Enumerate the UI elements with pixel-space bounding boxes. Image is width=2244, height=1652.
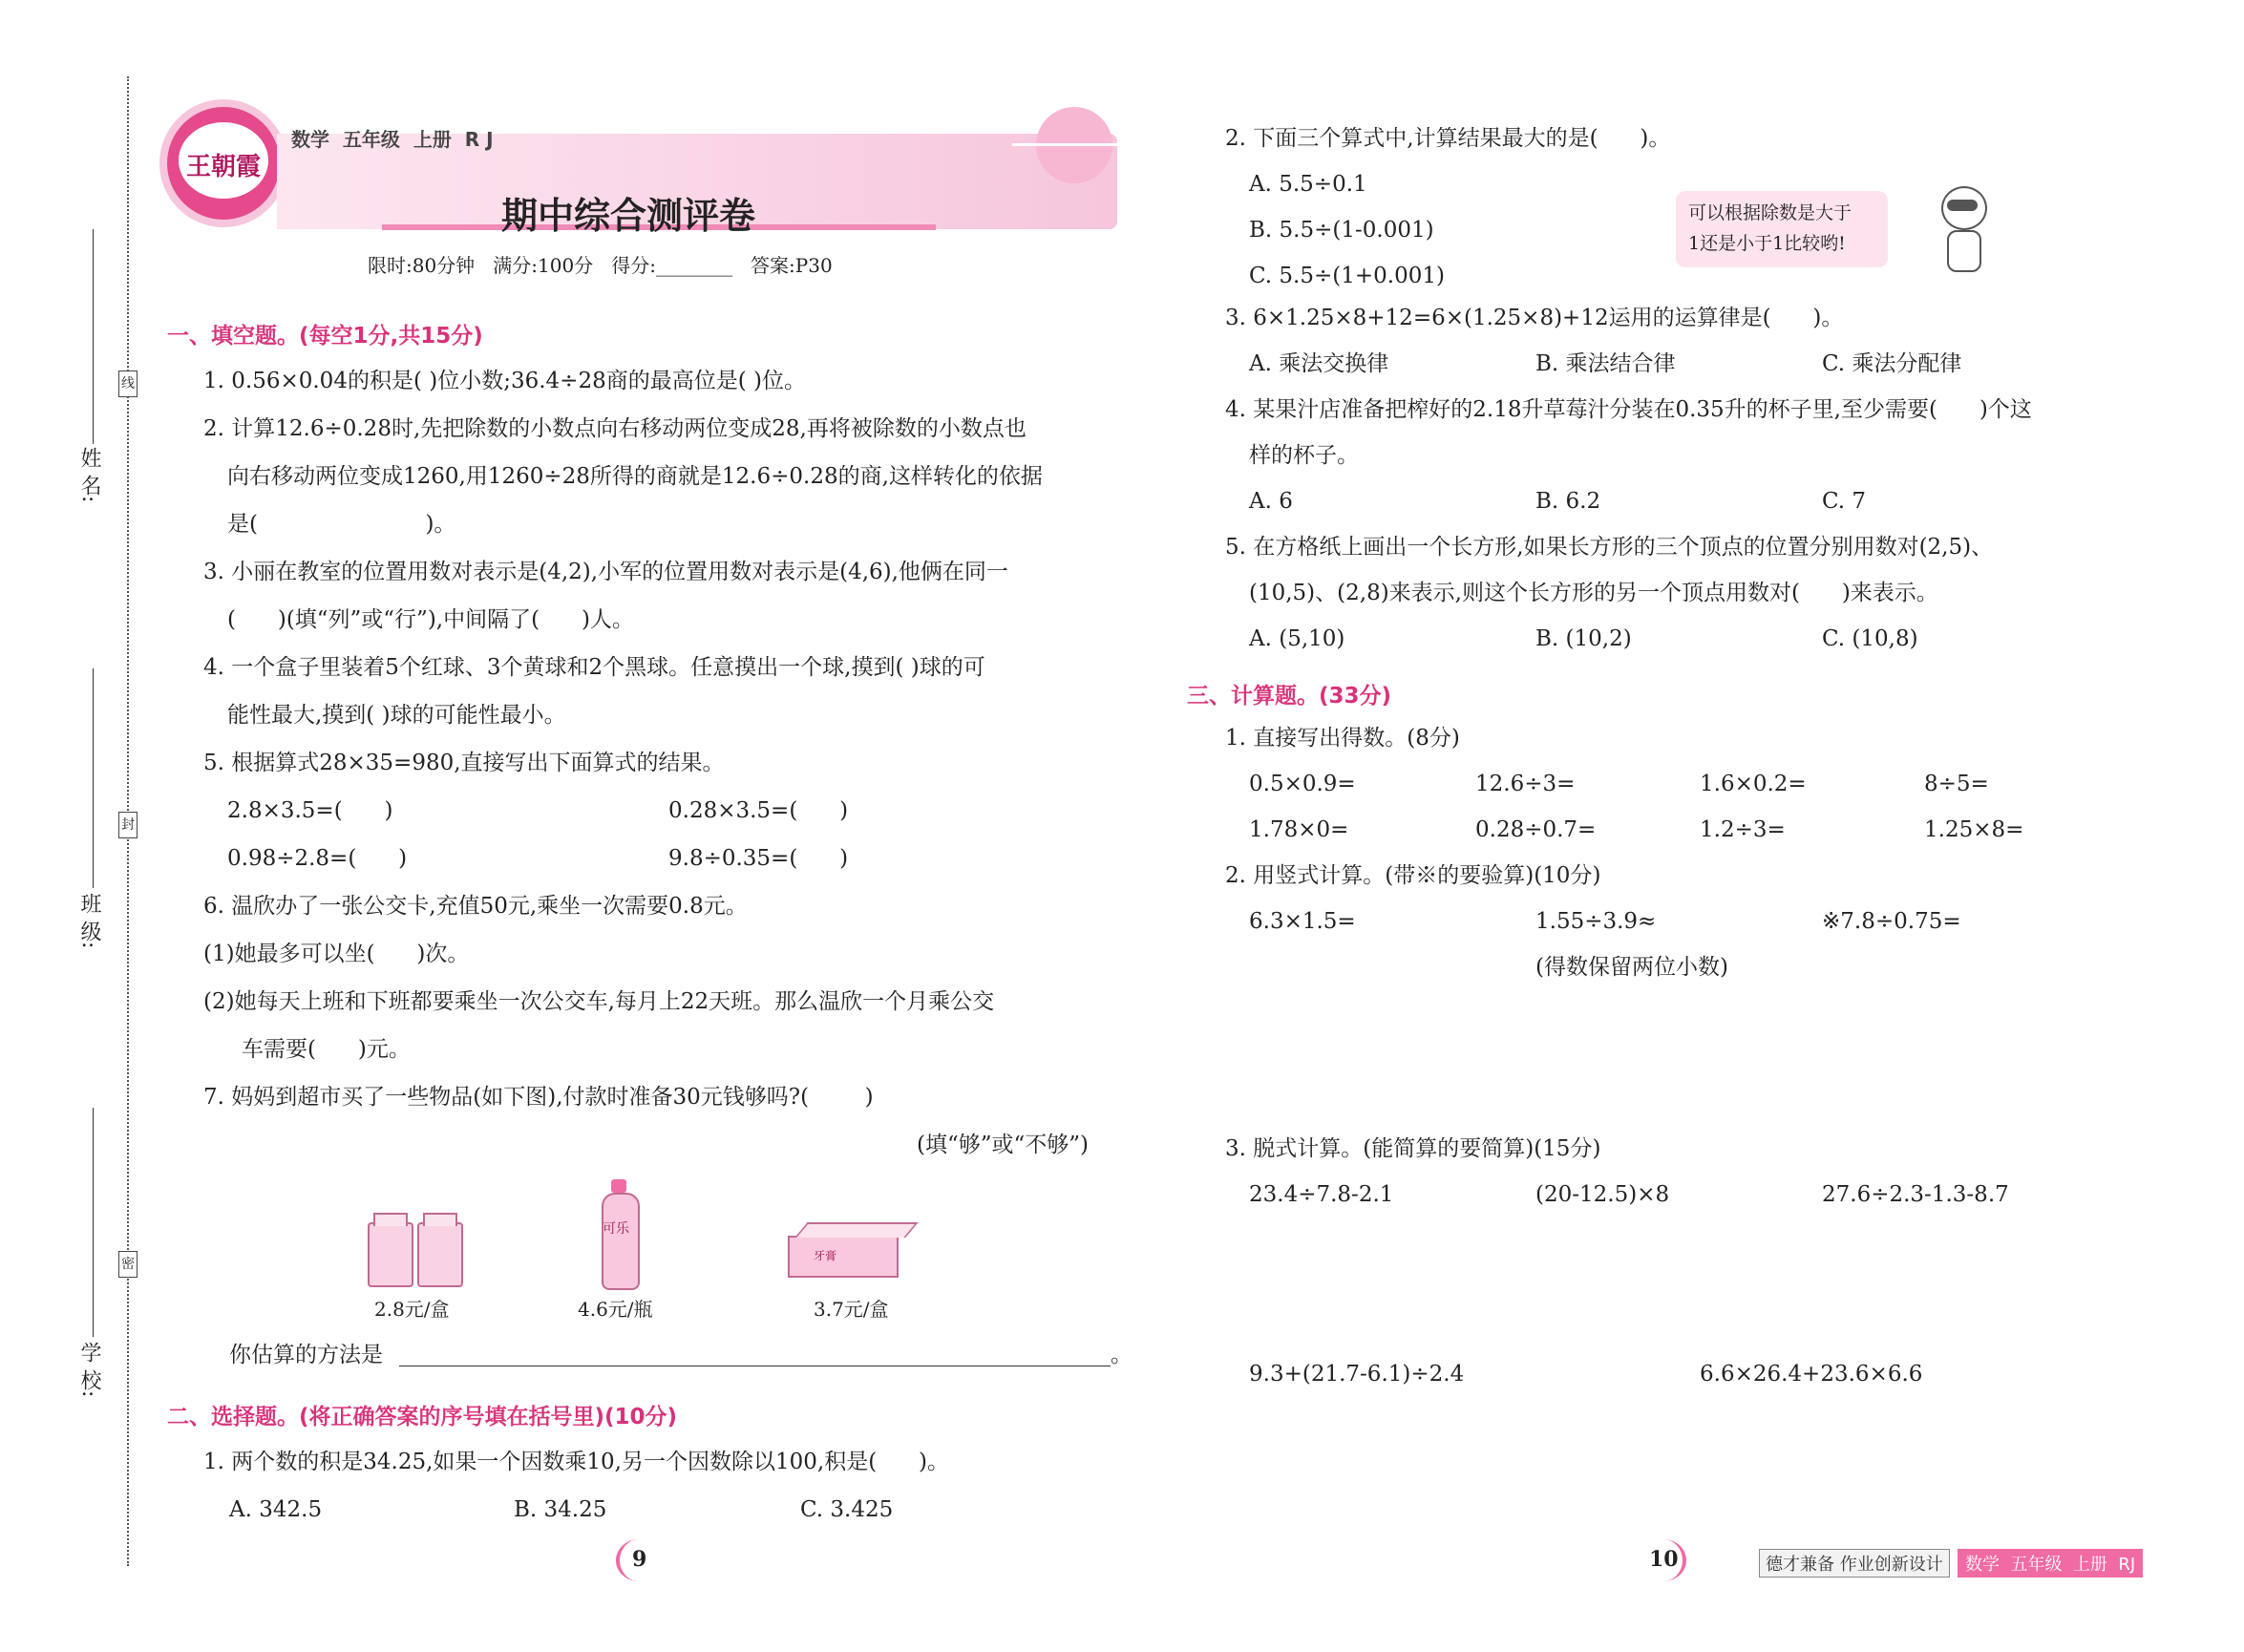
robot-icon bbox=[1934, 186, 1991, 277]
s1-q1: 1. 0.56×0.04的积是( )位小数;36.4÷28商的最高位是( )位。 bbox=[203, 369, 806, 393]
binding-mark-2: 封 bbox=[118, 812, 138, 838]
s3-t3: 27.6÷2.3-1.3-8.7 bbox=[1822, 1182, 2009, 1207]
s2-q2-option-b: B. 5.5÷(1-0.001) bbox=[1249, 218, 1434, 243]
s3-r2-c4: 1.25×8= bbox=[1924, 817, 2024, 842]
s3-r1-c1: 0.5×0.9= bbox=[1249, 772, 1356, 796]
subject-line: 数学 五年级 上册 R J bbox=[291, 128, 494, 151]
s2-q3: 3. 6×1.25×8+12=6×(1.25×8)+12运用的运算律是( )。 bbox=[1225, 306, 1844, 330]
s3-q3: 3. 脱式计算。(能简算的要简算)(15分) bbox=[1225, 1136, 1601, 1161]
s2-q5-option-a: A. (5,10) bbox=[1249, 626, 1345, 651]
footer-tag: 数学 五年级 上册 RJ bbox=[1958, 1549, 2143, 1578]
item2-price: 4.6元/瓶 bbox=[578, 1298, 653, 1321]
estimate-label: 你估算的方法是 bbox=[229, 1343, 383, 1367]
s1-q6a: (1)她最多可以坐( )次。 bbox=[203, 942, 470, 966]
s2-q2-option-a: A. 5.5÷0.1 bbox=[1249, 172, 1367, 197]
s2-q1-option-b: B. 34.25 bbox=[514, 1497, 607, 1522]
exam-meta: 限时:80分钟 满分:100分 得分:________ 答案:P30 bbox=[368, 254, 833, 277]
name-label: 姓 名: bbox=[77, 447, 101, 503]
s3-r2-c2: 0.28÷0.7= bbox=[1475, 817, 1597, 842]
s3-r1-c3: 1.6×0.2= bbox=[1700, 772, 1807, 796]
milk-cartons-icon bbox=[368, 1213, 463, 1284]
school-label: 学 校: bbox=[77, 1342, 101, 1398]
footer-brand: 德才兼备 作业创新设计 bbox=[1759, 1549, 1950, 1578]
s3-t4: 9.3+(21.7-6.1)÷2.4 bbox=[1249, 1362, 1465, 1387]
box-label: 牙膏 bbox=[814, 1249, 837, 1262]
s1-q4-line2: 能性最大,摸到( )球的可能性最小。 bbox=[227, 703, 566, 728]
section1-title: 一、填空题。(每空1分,共15分) bbox=[167, 324, 483, 349]
s3-r1-c4: 8÷5= bbox=[1924, 772, 1989, 796]
s1-q4-line1: 4. 一个盒子里装着5个红球、3个黄球和2个黑球。任意摸出一个球,摸到( )球的可 bbox=[203, 655, 985, 680]
s3-q1: 1. 直接写出得数。(8分) bbox=[1225, 726, 1460, 751]
s2-q2: 2. 下面三个算式中,计算结果最大的是( )。 bbox=[1225, 126, 1671, 151]
class-field[interactable] bbox=[93, 668, 94, 888]
logo-text: 王朝霞 bbox=[185, 153, 261, 181]
s2-q4-line2: 样的杯子。 bbox=[1249, 443, 1359, 468]
s3-v1: 6.3×1.5= bbox=[1249, 909, 1356, 934]
school-field[interactable] bbox=[93, 1108, 94, 1337]
class-label: 班 级: bbox=[77, 893, 101, 949]
s1-q5d: 9.8÷0.35=( ) bbox=[668, 846, 849, 871]
binding-mark-1: 线 bbox=[118, 371, 138, 397]
hint-line1: 可以根据除数是大于 bbox=[1688, 202, 1852, 223]
s2-q3-option-b: B. 乘法结合律 bbox=[1535, 351, 1676, 376]
binding-mark-3: 密 bbox=[118, 1251, 138, 1278]
s2-q4-line1: 4. 某果汁店准备把榨好的2.18升草莓汁分装在0.35升的杯子里,至少需要( )个这 bbox=[1225, 397, 2032, 422]
s3-v-note: (得数保留两位小数) bbox=[1535, 955, 1728, 980]
toothpaste-box-icon bbox=[788, 1222, 917, 1275]
s1-q7-hint: (填“够”或“不够”) bbox=[917, 1133, 1089, 1157]
s1-q7: 7. 妈妈到超市买了一些物品(如下图),付款时准备30元钱够吗?( ) bbox=[203, 1085, 874, 1110]
s3-t1: 23.4÷7.8-2.1 bbox=[1249, 1182, 1394, 1207]
s1-q3-line2: ( )(填“列”或“行”),中间隔了( )人。 bbox=[227, 607, 634, 632]
section3-title: 三、计算题。(33分) bbox=[1187, 684, 1392, 709]
s3-q2: 2. 用竖式计算。(带※的要验算)(10分) bbox=[1225, 863, 1601, 888]
bottle-label: 可乐 bbox=[603, 1221, 629, 1237]
logo-badge bbox=[167, 107, 280, 220]
s2-q1: 1. 两个数的积是34.25,如果一个因数乘10,另一个因数除以100,积是( )。 bbox=[203, 1450, 950, 1474]
s1-q5a: 2.8×3.5=( ) bbox=[227, 798, 393, 823]
item3-price: 3.7元/盒 bbox=[814, 1298, 889, 1321]
s2-q3-option-a: A. 乘法交换律 bbox=[1249, 351, 1389, 376]
s3-r1-c2: 12.6÷3= bbox=[1475, 772, 1576, 796]
s1-q6b-line2: 车需要( )元。 bbox=[242, 1037, 411, 1062]
s2-q4-option-b: B. 6.2 bbox=[1535, 489, 1601, 514]
s1-q6b-line1: (2)她每天上班和下班都要乘坐一次公交车,每月上22天班。那么温欣一个月乘公交 bbox=[203, 989, 995, 1014]
s3-t5: 6.6×26.4+23.6×6.6 bbox=[1700, 1362, 1923, 1387]
s1-q5c: 0.98÷2.8=( ) bbox=[227, 846, 408, 871]
s1-q2-line2: 向右移动两位变成1260,用1260÷28所得的商就是12.6÷0.28的商,这样转化的依据 bbox=[227, 464, 1043, 489]
page-number-10: 10 bbox=[1649, 1547, 1679, 1572]
s2-q5-line1: 5. 在方格纸上画出一个长方形,如果长方形的三个顶点的位置分别用数对(2,5)、 bbox=[1225, 535, 1994, 560]
s3-v3: ※7.8÷0.75= bbox=[1822, 909, 1961, 934]
s1-q3-line1: 3. 小丽在教室的位置用数对表示是(4,2),小军的位置用数对表示是(4,6),他俩在同一 bbox=[203, 560, 1008, 584]
section2-title: 二、选择题。(将正确答案的序号填在括号里)(10分) bbox=[167, 1405, 678, 1430]
s3-r2-c1: 1.78×0= bbox=[1249, 817, 1349, 842]
s2-q4-option-a: A. 6 bbox=[1249, 489, 1293, 514]
s1-q2-line1: 2. 计算12.6÷0.28时,先把除数的小数点向右移动两位变成28,再将被除数的小数点也 bbox=[203, 416, 1027, 441]
s2-q2-option-c: C. 5.5÷(1+0.001) bbox=[1249, 264, 1445, 288]
name-field[interactable] bbox=[93, 229, 94, 444]
s2-q5-option-c: C. (10,8) bbox=[1822, 626, 1918, 651]
s1-q5: 5. 根据算式28×35=980,直接写出下面算式的结果。 bbox=[203, 751, 725, 775]
s3-v2: 1.55÷3.9≈ bbox=[1535, 909, 1657, 934]
s2-q1-option-a: A. 342.5 bbox=[229, 1497, 323, 1522]
s1-q5b: 0.28×3.5=( ) bbox=[668, 798, 849, 823]
s3-t2: (20-12.5)×8 bbox=[1535, 1182, 1670, 1207]
s2-q5-option-b: B. (10,2) bbox=[1535, 626, 1632, 651]
item1-price: 2.8元/盒 bbox=[374, 1298, 450, 1321]
s3-r2-c3: 1.2÷3= bbox=[1700, 817, 1786, 842]
page-number-9: 9 bbox=[632, 1547, 647, 1572]
banner-wave bbox=[1012, 143, 1122, 156]
estimate-end: 。 bbox=[1111, 1343, 1133, 1367]
s2-q4-option-c: C. 7 bbox=[1822, 489, 1867, 514]
s1-q6: 6. 温欣办了一张公交卡,充值50元,乘坐一次需要0.8元。 bbox=[203, 894, 748, 919]
hint-line2: 1还是小于1比较哟! bbox=[1688, 233, 1846, 254]
s1-q2-line3: 是( )。 bbox=[227, 512, 456, 537]
s2-q5-line2: (10,5)、(2,8)来表示,则这个长方形的另一个顶点用数对( )来表示。 bbox=[1249, 581, 1938, 605]
s2-q1-option-c: C. 3.425 bbox=[800, 1497, 894, 1522]
s2-q3-option-c: C. 乘法分配律 bbox=[1822, 351, 1962, 376]
page-title: 期中综合测评卷 bbox=[501, 195, 756, 237]
